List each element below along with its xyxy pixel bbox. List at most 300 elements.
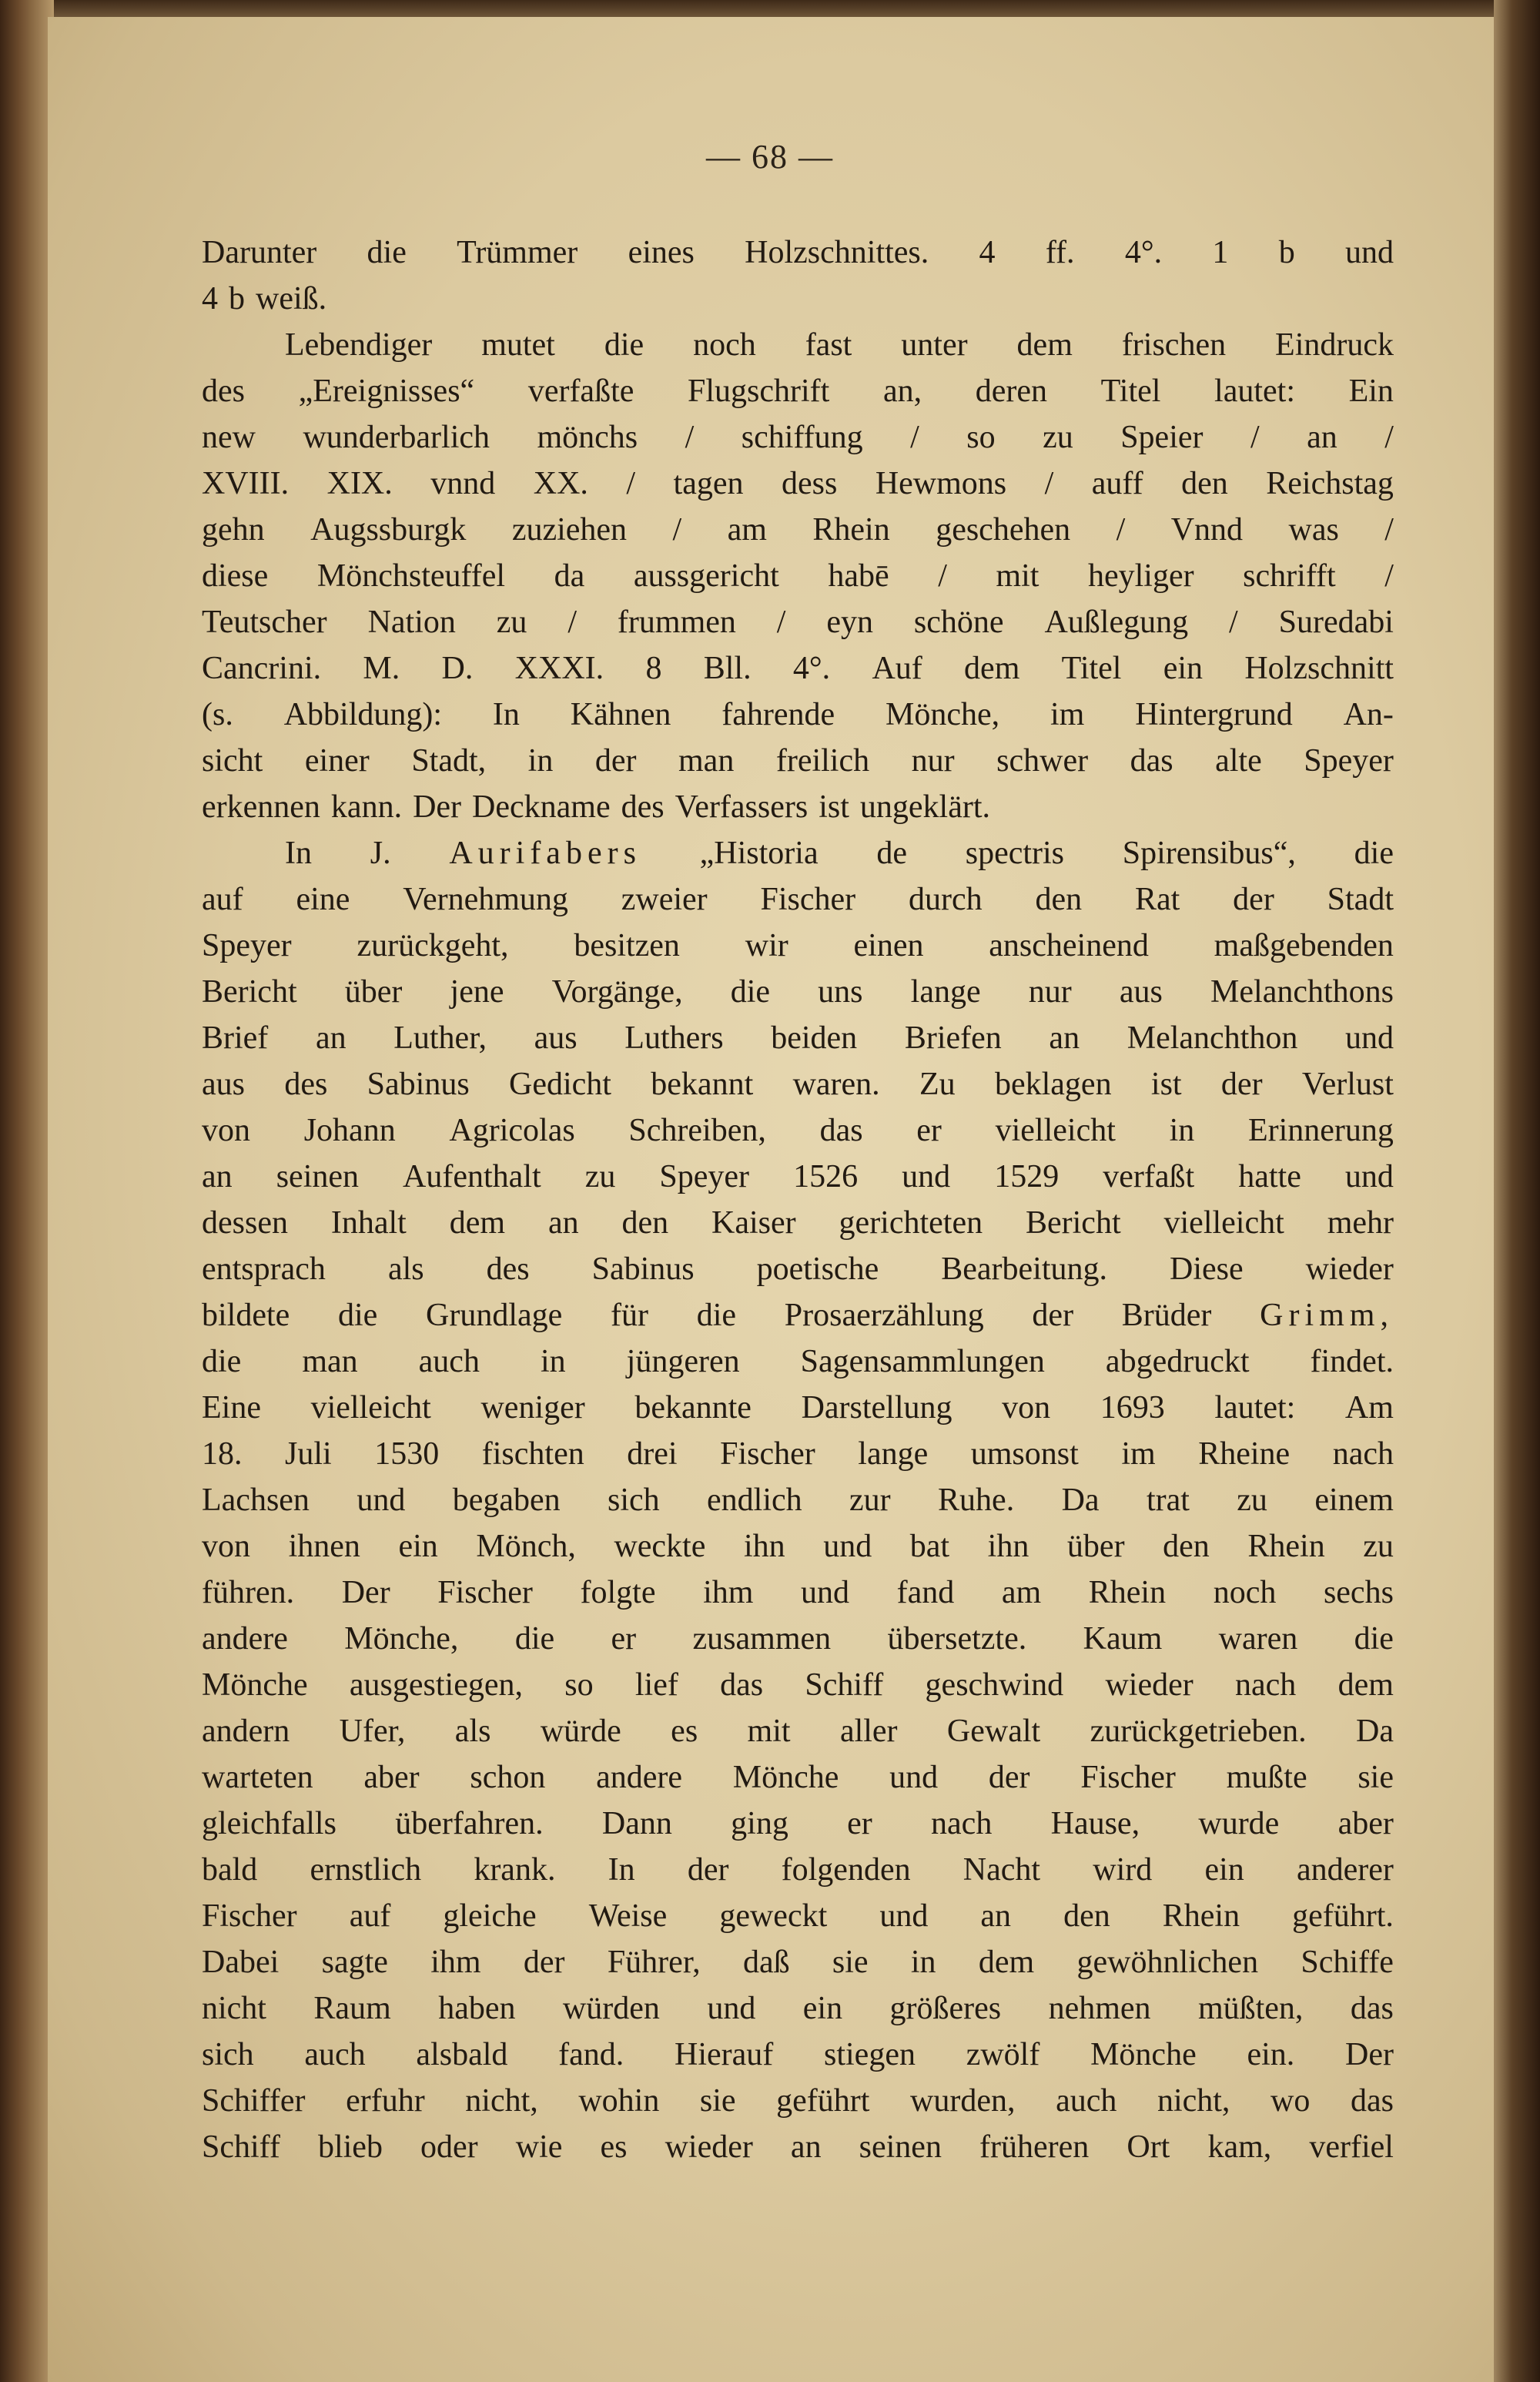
word: gehn — [202, 512, 265, 548]
word: zu — [496, 605, 527, 640]
word: ungeklärt. — [859, 789, 991, 825]
word: fischten — [481, 1436, 584, 1472]
word: würden — [562, 1991, 660, 2026]
word: Am — [1344, 1390, 1394, 1426]
text-line — [202, 1015, 1394, 1061]
word: als — [387, 1251, 424, 1287]
word: er — [847, 1806, 872, 1841]
word: und — [1344, 1159, 1394, 1194]
word: eyn — [826, 605, 874, 640]
word: nehmen — [1048, 1991, 1151, 2026]
word: findet. — [1310, 1344, 1394, 1379]
word: wunderbarlich — [303, 420, 490, 455]
word: dem — [449, 1205, 506, 1241]
word: Sabinus — [367, 1067, 470, 1102]
word: J. — [370, 836, 391, 871]
word: de — [876, 836, 907, 871]
text-line — [202, 1107, 1394, 1154]
word: / — [685, 420, 695, 455]
word: schiffung — [741, 420, 863, 455]
word: ist — [1150, 1067, 1182, 1102]
word: bekannte — [634, 1390, 752, 1426]
word: Trümmer — [457, 235, 578, 270]
word: folgenden — [781, 1852, 911, 1888]
word: die — [514, 1621, 555, 1657]
word: Eindruck — [1275, 327, 1394, 363]
word: an, — [882, 374, 922, 409]
text-line — [202, 1985, 1394, 2032]
word: zu — [1363, 1529, 1394, 1564]
word: Kaum — [1083, 1621, 1163, 1657]
word: das — [1130, 743, 1173, 779]
word: führen. — [202, 1575, 295, 1610]
word: geführt — [776, 2083, 870, 2119]
word: Deckname — [472, 789, 611, 825]
text-line — [202, 553, 1394, 599]
word: alte — [1215, 743, 1262, 779]
word: Weise — [588, 1898, 668, 1934]
word: gleichfalls — [202, 1806, 336, 1841]
word: Reichstag — [1266, 466, 1394, 501]
word: dem — [1016, 327, 1073, 363]
word: Mönche — [202, 1667, 308, 1703]
word: ein — [1204, 1852, 1244, 1888]
word: und — [1344, 1020, 1394, 1056]
word: frummen — [617, 605, 736, 640]
word: Flugschrift — [688, 374, 830, 409]
word: am — [1001, 1575, 1042, 1610]
word: 8 — [645, 651, 662, 686]
word: / — [626, 466, 636, 501]
word: Inhalt — [330, 1205, 407, 1241]
text-line — [202, 229, 1394, 276]
word: endlich — [707, 1482, 802, 1518]
word: Kähnen — [570, 697, 671, 732]
word: Der — [1345, 2037, 1394, 2072]
word: aus — [534, 1020, 578, 1056]
word: ein — [1163, 651, 1204, 686]
word: Da — [1061, 1482, 1100, 1518]
word: XXXI. — [514, 651, 604, 686]
word: zu — [584, 1159, 616, 1194]
word: Nation — [367, 605, 456, 640]
word: schwer — [996, 743, 1089, 779]
word: so — [966, 420, 996, 455]
text-line — [202, 368, 1394, 414]
word: Lachsen — [202, 1482, 310, 1518]
word: ein — [802, 1991, 843, 2026]
text-line — [202, 1939, 1394, 1985]
word: Ruhe. — [938, 1482, 1015, 1518]
word: erfuhr — [346, 2083, 425, 2119]
word: anscheinend — [989, 928, 1149, 963]
word: auch — [304, 2037, 366, 2072]
word: die — [338, 1298, 378, 1333]
word: Hause, — [1050, 1806, 1140, 1841]
word: beklagen — [994, 1067, 1112, 1102]
word: mehr — [1327, 1205, 1394, 1241]
word: das — [1350, 1991, 1394, 2026]
word: und — [707, 1991, 756, 2026]
word: Brief — [202, 1020, 269, 1056]
word: eine — [296, 882, 350, 917]
word: lautet: — [1214, 1390, 1296, 1426]
word: heyliger — [1088, 558, 1194, 594]
text-line — [202, 784, 1394, 830]
word: / — [1384, 512, 1394, 548]
word: 1529 — [994, 1159, 1060, 1194]
word: an — [547, 1205, 579, 1241]
word: geschehen — [936, 512, 1071, 548]
word: 4°. — [1124, 235, 1163, 270]
word: sagte — [321, 1945, 388, 1980]
word: die — [604, 327, 644, 363]
word: bildete — [202, 1298, 290, 1333]
word: An- — [1343, 697, 1394, 732]
text-line — [202, 2078, 1394, 2124]
word: lange — [858, 1436, 929, 1472]
word: im — [1121, 1436, 1156, 1472]
text-line — [202, 1200, 1394, 1246]
word: Eine — [202, 1390, 261, 1426]
word: D. — [441, 651, 474, 686]
word: haben — [438, 1991, 516, 2026]
word: wie — [515, 2129, 563, 2165]
text-line — [202, 969, 1394, 1015]
word: andern — [202, 1714, 290, 1749]
word: des — [202, 374, 245, 409]
word: Rhein — [812, 512, 890, 548]
word: Sagensammlungen — [800, 1344, 1045, 1379]
word: auf — [349, 1898, 391, 1934]
word: b — [229, 281, 245, 317]
word: weniger — [480, 1390, 585, 1426]
word: vielleicht — [310, 1390, 431, 1426]
word: fast — [805, 327, 852, 363]
word: beiden — [771, 1020, 858, 1056]
word: alsbald — [416, 2037, 508, 2072]
word: Rhein — [1088, 1575, 1167, 1610]
word: der — [1032, 1298, 1074, 1333]
word: früheren — [979, 2129, 1090, 2165]
word: wohin — [578, 2083, 660, 2119]
text-line — [202, 507, 1394, 553]
word: wieder — [1105, 1667, 1194, 1703]
word: dem — [964, 651, 1020, 686]
word: Spirensibus“, — [1122, 836, 1296, 871]
word: Fischer — [760, 882, 856, 917]
word: stiegen — [824, 2037, 916, 2072]
word: die — [202, 1344, 242, 1379]
word: am — [727, 512, 767, 548]
word: bekannt — [651, 1067, 754, 1102]
word: XVIII. — [202, 466, 290, 501]
word: aus — [1119, 974, 1163, 1010]
text-line — [202, 923, 1394, 969]
word: bat — [909, 1529, 950, 1564]
word: Auf — [872, 651, 922, 686]
word: nicht, — [465, 2083, 538, 2119]
word: man — [302, 1344, 358, 1379]
word: dem — [1337, 1667, 1394, 1703]
word: Speyer — [659, 1159, 750, 1194]
word: sie — [1358, 1760, 1394, 1795]
word: ist — [819, 789, 849, 825]
word: Stadt, — [411, 743, 487, 779]
word: folgte — [580, 1575, 656, 1610]
word: zurückgeht, — [357, 928, 509, 963]
word: Raum — [313, 1991, 391, 2026]
word: Dann — [601, 1806, 672, 1841]
word: Der — [341, 1575, 390, 1610]
word: überfahren. — [395, 1806, 544, 1841]
word: der — [687, 1852, 729, 1888]
word: es — [600, 2129, 628, 2165]
word: 1 — [1212, 235, 1229, 270]
word: Speyer — [202, 928, 292, 963]
word: aber — [1337, 1806, 1394, 1841]
word: 18. — [202, 1436, 243, 1472]
word: in — [1169, 1113, 1195, 1148]
word: an — [315, 1020, 346, 1056]
word: jene — [450, 974, 504, 1010]
word: Rhein — [1247, 1529, 1325, 1564]
word: Briefen — [904, 1020, 1002, 1056]
word: wurde — [1198, 1806, 1280, 1841]
word: sich — [202, 2037, 254, 2072]
word: sie — [832, 1945, 869, 1980]
word: auf — [202, 882, 243, 917]
word: 1526 — [793, 1159, 859, 1194]
word: Cancrini. — [202, 651, 322, 686]
word: Fischer — [1080, 1760, 1176, 1795]
word: Vnnd — [1170, 512, 1244, 548]
word: Zu — [919, 1067, 956, 1102]
word: / — [1384, 420, 1394, 455]
word: wir — [745, 928, 788, 963]
text-line — [202, 1754, 1394, 1801]
word: Abbildung): — [283, 697, 443, 732]
word: ein — [398, 1529, 438, 1564]
word: Darstellung — [801, 1390, 952, 1426]
word: der — [1220, 1067, 1263, 1102]
word: / — [1229, 605, 1238, 640]
word: wurden, — [910, 2083, 1016, 2119]
word: Ort — [1127, 2129, 1170, 2165]
word: 4 — [979, 235, 996, 270]
text-line — [202, 1570, 1394, 1616]
text-line — [202, 1061, 1394, 1107]
word: von — [202, 1529, 250, 1564]
word: Schreiben, — [628, 1113, 766, 1148]
word: ihm — [703, 1575, 754, 1610]
word: das — [720, 1667, 764, 1703]
word: Ufer, — [339, 1714, 406, 1749]
word: in — [527, 743, 554, 779]
word: oder — [420, 2129, 478, 2165]
word: Ein — [1348, 374, 1394, 409]
text-line — [202, 830, 1394, 876]
word: gewöhnlichen — [1076, 1945, 1259, 1980]
word: maßgebenden — [1214, 928, 1394, 963]
text-line — [202, 1292, 1394, 1338]
word: den — [1035, 882, 1083, 917]
word: Vernehmung — [403, 882, 568, 917]
word: Melanchthons — [1210, 974, 1394, 1010]
word: wird — [1093, 1852, 1153, 1888]
word: jüngeren — [626, 1344, 740, 1379]
word: schrifft — [1243, 558, 1336, 594]
word: lief — [634, 1667, 678, 1703]
word: ihn — [743, 1529, 785, 1564]
word: Schiff — [202, 2129, 280, 2165]
word: das — [819, 1113, 863, 1148]
text-line — [202, 322, 1394, 368]
word: Vorgänge, — [551, 974, 683, 1010]
word: dem — [978, 1945, 1035, 1980]
word: Titel — [1061, 651, 1122, 686]
text-line — [202, 1338, 1394, 1385]
word: begaben — [452, 1482, 561, 1518]
word: vielleicht — [995, 1113, 1116, 1148]
word: Erinnerung — [1247, 1113, 1394, 1148]
word: sicht — [202, 743, 263, 779]
word: / — [776, 605, 786, 640]
word: den — [1063, 1898, 1110, 1934]
word: deren — [975, 374, 1047, 409]
word: da — [554, 558, 585, 594]
word: Der — [413, 789, 462, 825]
word: Rheine — [1198, 1436, 1291, 1472]
word: Melanchthon — [1127, 1020, 1298, 1056]
word: Mönche, — [344, 1621, 459, 1657]
word: freilich — [775, 743, 870, 779]
word: schon — [470, 1760, 546, 1795]
word: und — [902, 1159, 951, 1194]
word: mutet — [481, 327, 555, 363]
word: an — [980, 1898, 1012, 1934]
word: erkennen — [202, 789, 320, 825]
word: zu — [1043, 420, 1073, 455]
word: weiß. — [256, 281, 327, 317]
word: Lebendiger — [285, 327, 433, 363]
word: Fischer — [720, 1436, 815, 1472]
word: Bericht — [202, 974, 297, 1010]
word: Aurifabers — [449, 836, 641, 871]
word: nur — [1028, 974, 1072, 1010]
text-line — [202, 2032, 1394, 2078]
text-line — [202, 1847, 1394, 1893]
word: Kaiser — [711, 1205, 796, 1241]
word: die — [1354, 836, 1394, 871]
word: abgedruckt — [1105, 1344, 1250, 1379]
word: an — [790, 2129, 822, 2165]
word: es — [671, 1714, 698, 1749]
word: für — [611, 1298, 649, 1333]
word: Dabei — [202, 1945, 280, 1980]
word: und — [889, 1760, 939, 1795]
word: nicht — [202, 1991, 266, 2026]
word: seinen — [276, 1159, 359, 1194]
word: verfaßte — [527, 374, 634, 409]
word: / — [1384, 558, 1394, 594]
word: des — [284, 1067, 328, 1102]
word: 4 — [202, 281, 218, 317]
word: nach — [1235, 1667, 1297, 1703]
word: auff — [1091, 466, 1143, 501]
text-line — [202, 1246, 1394, 1292]
word: Da — [1356, 1714, 1394, 1749]
word: lautet: — [1214, 374, 1295, 409]
word: Hewmons — [875, 466, 1007, 501]
word: zweier — [621, 882, 708, 917]
word: zur — [849, 1482, 891, 1518]
word: ausgestiegen, — [349, 1667, 523, 1703]
word: drei — [627, 1436, 678, 1472]
word: im — [1050, 697, 1085, 732]
word: waren. — [792, 1067, 880, 1102]
word: Mönche — [732, 1760, 839, 1795]
word: Mönch, — [476, 1529, 576, 1564]
word: er — [611, 1621, 637, 1657]
word: geschwind — [925, 1667, 1064, 1703]
word: XIX. — [326, 466, 393, 501]
word: den — [621, 1205, 669, 1241]
text-line — [202, 1385, 1394, 1431]
word: kam, — [1207, 2129, 1272, 2165]
word: er — [916, 1113, 942, 1148]
word: aus — [202, 1067, 245, 1102]
word: andere — [596, 1760, 682, 1795]
word: Gewalt — [946, 1714, 1041, 1749]
word: spectris — [965, 836, 1065, 871]
word: M. — [363, 651, 400, 686]
word: müßten, — [1197, 1991, 1304, 2026]
word: Agricolas — [449, 1113, 575, 1148]
word: ff. — [1045, 235, 1075, 270]
word: zuziehen — [511, 512, 628, 548]
word: Rhein — [1162, 1898, 1240, 1934]
word: zurückgetrieben. — [1090, 1714, 1307, 1749]
word: Brüder — [1121, 1298, 1212, 1333]
text-line — [202, 1893, 1394, 1939]
word: Fischer — [437, 1575, 533, 1610]
word: schöne — [913, 605, 1004, 640]
word: der — [523, 1945, 565, 1980]
word: einer — [304, 743, 370, 779]
word: seinen — [859, 2129, 942, 2165]
word: Titel — [1100, 374, 1161, 409]
word: sechs — [1323, 1575, 1394, 1610]
word: bald — [202, 1852, 258, 1888]
word: zwölf — [966, 2037, 1040, 2072]
word: in — [540, 1344, 566, 1379]
word: hatte — [1238, 1159, 1301, 1194]
word: eines — [628, 235, 695, 270]
word: Teutscher — [202, 605, 327, 640]
word: ihn — [987, 1529, 1029, 1564]
word: ging — [731, 1806, 788, 1841]
word: unter — [901, 327, 968, 363]
text-line — [202, 876, 1394, 923]
word: würde — [540, 1714, 621, 1749]
word: Grundlage — [426, 1298, 563, 1333]
word: entsprach — [202, 1251, 326, 1287]
book-spine — [0, 0, 54, 2382]
word: Bll. — [703, 651, 752, 686]
word: wieder — [1305, 1251, 1394, 1287]
word: tagen — [673, 466, 744, 501]
